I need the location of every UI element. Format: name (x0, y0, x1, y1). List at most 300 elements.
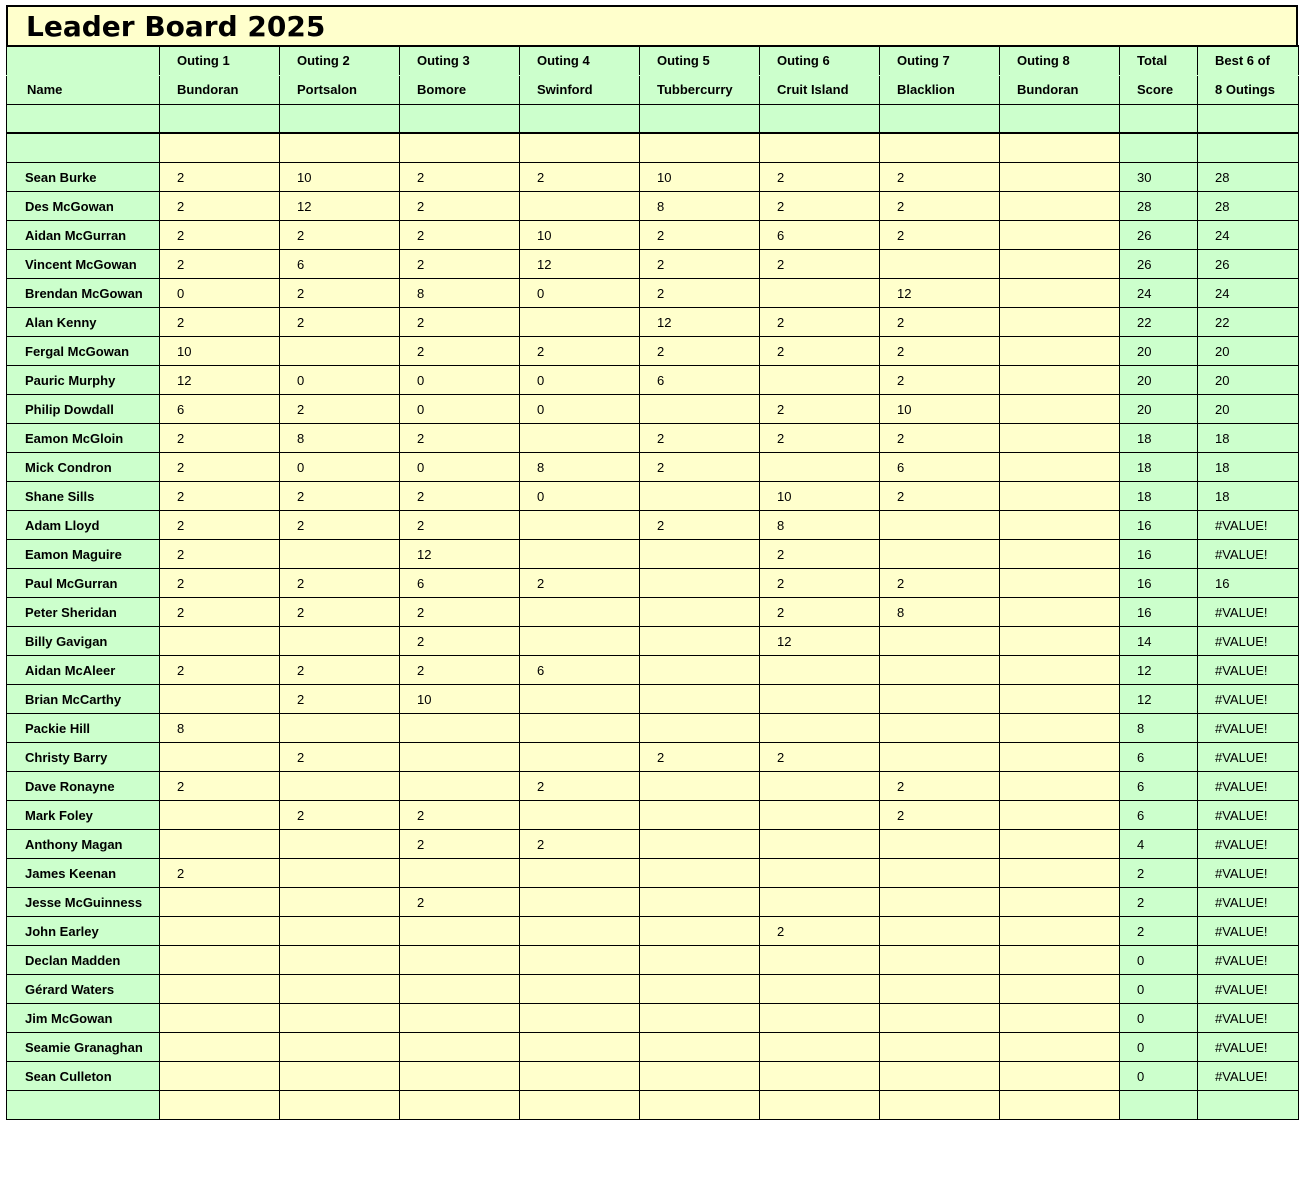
cell-best-6[interactable]: #VALUE! (1198, 916, 1299, 945)
cell-name[interactable]: Peter Sheridan (7, 597, 160, 626)
cell-outing-3[interactable]: 2 (400, 655, 520, 684)
cell-name[interactable] (7, 46, 160, 75)
cell-outing-3[interactable]: Outing 3 (400, 46, 520, 75)
cell-outing-7[interactable] (880, 655, 1000, 684)
cell-outing-1[interactable] (160, 742, 280, 771)
cell-outing-5[interactable] (640, 1003, 760, 1032)
cell-best-6[interactable] (1198, 133, 1299, 162)
cell-outing-4[interactable]: Outing 4 (520, 46, 640, 75)
cell-total-score[interactable]: 12 (1120, 684, 1198, 713)
cell-outing-3[interactable] (400, 916, 520, 945)
cell-outing-3[interactable]: 2 (400, 481, 520, 510)
cell-outing-7[interactable]: 2 (880, 307, 1000, 336)
cell-best-6[interactable]: 24 (1198, 220, 1299, 249)
cell-best-6[interactable]: 18 (1198, 452, 1299, 481)
cell-outing-1[interactable] (160, 916, 280, 945)
cell-outing-8[interactable] (1000, 133, 1120, 162)
cell-outing-4[interactable]: 2 (520, 829, 640, 858)
cell-outing-5[interactable]: 2 (640, 220, 760, 249)
cell-outing-6[interactable] (760, 713, 880, 742)
cell-total-score[interactable]: 2 (1120, 916, 1198, 945)
cell-outing-8[interactable] (1000, 162, 1120, 191)
cell-best-6[interactable] (1198, 1090, 1299, 1119)
cell-outing-8[interactable] (1000, 539, 1120, 568)
cell-outing-4[interactable]: 10 (520, 220, 640, 249)
cell-outing-3[interactable]: 2 (400, 249, 520, 278)
cell-outing-4[interactable] (520, 597, 640, 626)
cell-outing-4[interactable] (520, 1003, 640, 1032)
cell-outing-5[interactable] (640, 829, 760, 858)
cell-total-score[interactable]: 4 (1120, 829, 1198, 858)
cell-outing-8[interactable] (1000, 423, 1120, 452)
cell-outing-6[interactable]: 2 (760, 191, 880, 220)
cell-best-6[interactable]: 16 (1198, 568, 1299, 597)
cell-outing-3[interactable]: 2 (400, 191, 520, 220)
cell-best-6[interactable]: #VALUE! (1198, 626, 1299, 655)
cell-outing-6[interactable] (760, 858, 880, 887)
cell-outing-5[interactable] (640, 800, 760, 829)
cell-outing-3[interactable] (400, 974, 520, 1003)
cell-total-score[interactable]: 20 (1120, 394, 1198, 423)
cell-outing-6[interactable]: 12 (760, 626, 880, 655)
cell-outing-7[interactable] (880, 858, 1000, 887)
cell-outing-5[interactable]: 8 (640, 191, 760, 220)
cell-outing-8[interactable] (1000, 481, 1120, 510)
cell-outing-7[interactable] (880, 249, 1000, 278)
cell-name[interactable]: Sean Culleton (7, 1061, 160, 1090)
cell-name[interactable]: Packie Hill (7, 713, 160, 742)
cell-outing-7[interactable] (880, 974, 1000, 1003)
cell-outing-7[interactable] (880, 684, 1000, 713)
cell-outing-3[interactable] (400, 771, 520, 800)
cell-outing-4[interactable] (520, 945, 640, 974)
cell-outing-2[interactable]: 2 (280, 278, 400, 307)
cell-best-6[interactable]: 24 (1198, 278, 1299, 307)
cell-name[interactable]: Aidan McAleer (7, 655, 160, 684)
cell-outing-2[interactable] (280, 713, 400, 742)
cell-total-score[interactable]: 6 (1120, 742, 1198, 771)
cell-outing-1[interactable] (160, 104, 280, 133)
cell-outing-2[interactable]: 2 (280, 742, 400, 771)
cell-outing-1[interactable]: 0 (160, 278, 280, 307)
cell-outing-7[interactable] (880, 1090, 1000, 1119)
cell-outing-1[interactable]: 2 (160, 771, 280, 800)
cell-outing-8[interactable] (1000, 278, 1120, 307)
cell-outing-6[interactable]: 2 (760, 568, 880, 597)
cell-outing-6[interactable]: 2 (760, 162, 880, 191)
cell-outing-7[interactable]: 2 (880, 481, 1000, 510)
cell-outing-2[interactable] (280, 1090, 400, 1119)
cell-outing-1[interactable]: 2 (160, 858, 280, 887)
cell-outing-3[interactable]: 2 (400, 800, 520, 829)
cell-outing-3[interactable]: 10 (400, 684, 520, 713)
cell-outing-5[interactable] (640, 655, 760, 684)
cell-outing-8[interactable] (1000, 1090, 1120, 1119)
cell-name[interactable]: Sean Burke (7, 162, 160, 191)
cell-outing-7[interactable] (880, 1003, 1000, 1032)
cell-total-score[interactable]: 0 (1120, 1032, 1198, 1061)
cell-outing-2[interactable] (280, 916, 400, 945)
cell-outing-2[interactable]: 2 (280, 684, 400, 713)
cell-outing-6[interactable] (760, 800, 880, 829)
cell-outing-4[interactable] (520, 626, 640, 655)
cell-best-6[interactable]: #VALUE! (1198, 945, 1299, 974)
cell-outing-1[interactable]: 10 (160, 336, 280, 365)
cell-outing-7[interactable]: 2 (880, 423, 1000, 452)
cell-outing-1[interactable]: 2 (160, 220, 280, 249)
cell-outing-2[interactable]: 8 (280, 423, 400, 452)
cell-outing-3[interactable]: 2 (400, 829, 520, 858)
cell-name[interactable]: Christy Barry (7, 742, 160, 771)
cell-outing-3[interactable] (400, 713, 520, 742)
cell-outing-4[interactable] (520, 858, 640, 887)
cell-outing-7[interactable]: 6 (880, 452, 1000, 481)
cell-outing-1[interactable] (160, 1003, 280, 1032)
cell-outing-2[interactable]: 12 (280, 191, 400, 220)
cell-outing-6[interactable] (760, 1090, 880, 1119)
cell-outing-2[interactable] (280, 771, 400, 800)
cell-outing-6[interactable] (760, 133, 880, 162)
cell-name[interactable]: Seamie Granaghan (7, 1032, 160, 1061)
cell-name[interactable]: Eamon McGloin (7, 423, 160, 452)
cell-outing-8[interactable] (1000, 307, 1120, 336)
cell-outing-6[interactable]: Outing 6 (760, 46, 880, 75)
cell-outing-7[interactable] (880, 510, 1000, 539)
cell-outing-1[interactable]: 2 (160, 307, 280, 336)
cell-outing-5[interactable] (640, 626, 760, 655)
cell-outing-1[interactable] (160, 684, 280, 713)
cell-outing-3[interactable]: 2 (400, 597, 520, 626)
cell-best-6[interactable]: #VALUE! (1198, 1061, 1299, 1090)
cell-name[interactable]: Fergal McGowan (7, 336, 160, 365)
cell-outing-4[interactable] (520, 133, 640, 162)
cell-outing-4[interactable] (520, 307, 640, 336)
cell-name[interactable]: Brendan McGowan (7, 278, 160, 307)
cell-best-6[interactable]: 28 (1198, 191, 1299, 220)
cell-outing-3[interactable]: 6 (400, 568, 520, 597)
cell-outing-6[interactable]: 2 (760, 307, 880, 336)
cell-outing-3[interactable] (400, 858, 520, 887)
cell-outing-7[interactable]: 2 (880, 336, 1000, 365)
cell-outing-4[interactable]: Swinford (520, 75, 640, 104)
cell-outing-7[interactable] (880, 713, 1000, 742)
cell-outing-6[interactable]: 10 (760, 481, 880, 510)
cell-best-6[interactable]: #VALUE! (1198, 655, 1299, 684)
cell-outing-4[interactable] (520, 684, 640, 713)
cell-outing-2[interactable]: 2 (280, 568, 400, 597)
cell-outing-2[interactable]: 2 (280, 220, 400, 249)
cell-outing-1[interactable]: 2 (160, 191, 280, 220)
cell-outing-6[interactable] (760, 887, 880, 916)
cell-outing-2[interactable]: 2 (280, 481, 400, 510)
cell-outing-8[interactable] (1000, 1032, 1120, 1061)
cell-outing-1[interactable]: 2 (160, 568, 280, 597)
cell-outing-6[interactable]: 2 (760, 394, 880, 423)
cell-outing-6[interactable] (760, 1061, 880, 1090)
cell-outing-4[interactable]: 0 (520, 278, 640, 307)
cell-outing-1[interactable] (160, 626, 280, 655)
cell-name[interactable]: Anthony Magan (7, 829, 160, 858)
cell-outing-5[interactable]: 2 (640, 249, 760, 278)
cell-outing-1[interactable] (160, 887, 280, 916)
cell-name[interactable]: Paul McGurran (7, 568, 160, 597)
cell-best-6[interactable]: #VALUE! (1198, 742, 1299, 771)
cell-outing-3[interactable] (400, 1061, 520, 1090)
cell-name[interactable]: Eamon Maguire (7, 539, 160, 568)
cell-outing-2[interactable] (280, 1061, 400, 1090)
cell-total-score[interactable]: Score (1120, 75, 1198, 104)
cell-outing-8[interactable] (1000, 452, 1120, 481)
cell-outing-2[interactable] (280, 829, 400, 858)
cell-outing-1[interactable]: 8 (160, 713, 280, 742)
cell-outing-6[interactable] (760, 771, 880, 800)
cell-outing-1[interactable]: 2 (160, 539, 280, 568)
cell-outing-5[interactable]: 2 (640, 742, 760, 771)
cell-outing-6[interactable] (760, 1032, 880, 1061)
cell-outing-7[interactable]: 2 (880, 365, 1000, 394)
cell-outing-8[interactable] (1000, 104, 1120, 133)
cell-outing-8[interactable] (1000, 800, 1120, 829)
cell-outing-5[interactable]: 2 (640, 423, 760, 452)
cell-outing-6[interactable]: Cruit Island (760, 75, 880, 104)
cell-outing-3[interactable]: 2 (400, 510, 520, 539)
cell-outing-6[interactable] (760, 365, 880, 394)
cell-outing-7[interactable] (880, 104, 1000, 133)
cell-outing-7[interactable] (880, 916, 1000, 945)
cell-outing-6[interactable] (760, 452, 880, 481)
cell-best-6[interactable]: 28 (1198, 162, 1299, 191)
cell-best-6[interactable]: 18 (1198, 481, 1299, 510)
cell-outing-5[interactable]: 2 (640, 452, 760, 481)
cell-total-score[interactable]: 0 (1120, 1061, 1198, 1090)
cell-outing-8[interactable] (1000, 858, 1120, 887)
cell-outing-6[interactable] (760, 829, 880, 858)
cell-outing-2[interactable] (280, 858, 400, 887)
cell-name[interactable]: Jesse McGuinness (7, 887, 160, 916)
cell-outing-2[interactable] (280, 1032, 400, 1061)
cell-total-score[interactable]: 6 (1120, 800, 1198, 829)
cell-outing-8[interactable] (1000, 336, 1120, 365)
cell-best-6[interactable]: 20 (1198, 336, 1299, 365)
cell-name[interactable]: Shane Sills (7, 481, 160, 510)
cell-total-score[interactable]: 6 (1120, 771, 1198, 800)
cell-outing-3[interactable]: Bomore (400, 75, 520, 104)
cell-best-6[interactable]: #VALUE! (1198, 974, 1299, 1003)
cell-outing-6[interactable] (760, 278, 880, 307)
cell-name[interactable]: John Earley (7, 916, 160, 945)
cell-best-6[interactable]: #VALUE! (1198, 713, 1299, 742)
cell-name[interactable]: Pauric Murphy (7, 365, 160, 394)
cell-name[interactable]: Brian McCarthy (7, 684, 160, 713)
cell-outing-7[interactable] (880, 945, 1000, 974)
cell-outing-4[interactable]: 0 (520, 365, 640, 394)
cell-outing-7[interactable] (880, 626, 1000, 655)
cell-outing-4[interactable] (520, 423, 640, 452)
cell-outing-4[interactable]: 0 (520, 481, 640, 510)
cell-outing-4[interactable] (520, 539, 640, 568)
cell-outing-8[interactable] (1000, 191, 1120, 220)
cell-outing-1[interactable]: 2 (160, 655, 280, 684)
cell-best-6[interactable]: 20 (1198, 365, 1299, 394)
cell-outing-5[interactable]: 2 (640, 336, 760, 365)
cell-outing-1[interactable] (160, 1032, 280, 1061)
cell-outing-4[interactable] (520, 104, 640, 133)
cell-total-score[interactable] (1120, 1090, 1198, 1119)
cell-outing-4[interactable] (520, 1090, 640, 1119)
cell-total-score[interactable]: 28 (1120, 191, 1198, 220)
cell-name[interactable]: Gérard Waters (7, 974, 160, 1003)
cell-best-6[interactable]: Best 6 of (1198, 46, 1299, 75)
cell-outing-1[interactable] (160, 1090, 280, 1119)
cell-outing-7[interactable]: 2 (880, 220, 1000, 249)
cell-total-score[interactable] (1120, 104, 1198, 133)
cell-name[interactable]: Mick Condron (7, 452, 160, 481)
cell-outing-1[interactable]: 2 (160, 597, 280, 626)
cell-outing-4[interactable]: 6 (520, 655, 640, 684)
cell-outing-1[interactable]: 6 (160, 394, 280, 423)
cell-name[interactable] (7, 104, 160, 133)
cell-outing-2[interactable]: 0 (280, 452, 400, 481)
cell-total-score[interactable]: 16 (1120, 539, 1198, 568)
cell-outing-3[interactable] (400, 1032, 520, 1061)
cell-outing-8[interactable] (1000, 249, 1120, 278)
cell-outing-4[interactable]: 12 (520, 249, 640, 278)
cell-outing-2[interactable]: 10 (280, 162, 400, 191)
cell-outing-3[interactable]: 2 (400, 626, 520, 655)
cell-outing-5[interactable] (640, 945, 760, 974)
cell-outing-1[interactable] (160, 800, 280, 829)
cell-total-score[interactable]: 2 (1120, 858, 1198, 887)
cell-outing-2[interactable] (280, 539, 400, 568)
cell-outing-8[interactable] (1000, 684, 1120, 713)
cell-outing-2[interactable]: 2 (280, 800, 400, 829)
cell-outing-4[interactable]: 8 (520, 452, 640, 481)
cell-outing-8[interactable] (1000, 829, 1120, 858)
cell-outing-7[interactable]: 8 (880, 597, 1000, 626)
cell-outing-8[interactable] (1000, 597, 1120, 626)
cell-outing-2[interactable]: Portsalon (280, 75, 400, 104)
cell-outing-6[interactable] (760, 974, 880, 1003)
cell-best-6[interactable]: 20 (1198, 394, 1299, 423)
cell-outing-7[interactable]: 2 (880, 800, 1000, 829)
cell-outing-5[interactable] (640, 597, 760, 626)
cell-outing-4[interactable] (520, 974, 640, 1003)
cell-total-score[interactable]: 14 (1120, 626, 1198, 655)
cell-outing-3[interactable]: 2 (400, 423, 520, 452)
cell-outing-8[interactable] (1000, 394, 1120, 423)
cell-outing-2[interactable]: 2 (280, 510, 400, 539)
cell-outing-3[interactable]: 2 (400, 336, 520, 365)
cell-outing-3[interactable] (400, 945, 520, 974)
cell-outing-1[interactable]: Outing 1 (160, 46, 280, 75)
cell-best-6[interactable]: #VALUE! (1198, 539, 1299, 568)
cell-name[interactable]: Dave Ronayne (7, 771, 160, 800)
cell-outing-2[interactable] (280, 887, 400, 916)
cell-outing-3[interactable] (400, 133, 520, 162)
cell-outing-6[interactable]: 2 (760, 742, 880, 771)
cell-name[interactable]: Aidan McGurran (7, 220, 160, 249)
cell-outing-7[interactable]: 10 (880, 394, 1000, 423)
cell-outing-2[interactable]: 2 (280, 655, 400, 684)
cell-outing-8[interactable] (1000, 220, 1120, 249)
cell-outing-5[interactable]: 6 (640, 365, 760, 394)
cell-total-score[interactable]: 30 (1120, 162, 1198, 191)
cell-outing-1[interactable]: 2 (160, 423, 280, 452)
cell-total-score[interactable]: 20 (1120, 336, 1198, 365)
cell-outing-5[interactable] (640, 394, 760, 423)
cell-outing-4[interactable] (520, 191, 640, 220)
cell-outing-7[interactable] (880, 887, 1000, 916)
cell-outing-1[interactable]: 12 (160, 365, 280, 394)
cell-name[interactable]: Des McGowan (7, 191, 160, 220)
cell-best-6[interactable]: 8 Outings (1198, 75, 1299, 104)
cell-total-score[interactable]: 12 (1120, 655, 1198, 684)
cell-outing-5[interactable]: 12 (640, 307, 760, 336)
cell-outing-5[interactable] (640, 568, 760, 597)
cell-best-6[interactable]: #VALUE! (1198, 887, 1299, 916)
cell-outing-7[interactable] (880, 742, 1000, 771)
cell-outing-4[interactable] (520, 1032, 640, 1061)
cell-outing-5[interactable] (640, 1090, 760, 1119)
cell-outing-6[interactable] (760, 104, 880, 133)
cell-total-score[interactable] (1120, 133, 1198, 162)
cell-outing-4[interactable]: 2 (520, 162, 640, 191)
cell-outing-3[interactable]: 2 (400, 220, 520, 249)
cell-best-6[interactable]: #VALUE! (1198, 858, 1299, 887)
cell-outing-8[interactable] (1000, 626, 1120, 655)
cell-best-6[interactable]: #VALUE! (1198, 1032, 1299, 1061)
cell-outing-3[interactable]: 0 (400, 452, 520, 481)
cell-name[interactable]: Adam Lloyd (7, 510, 160, 539)
cell-total-score[interactable]: 0 (1120, 1003, 1198, 1032)
cell-best-6[interactable]: #VALUE! (1198, 597, 1299, 626)
cell-total-score[interactable]: 18 (1120, 452, 1198, 481)
cell-outing-6[interactable]: 2 (760, 249, 880, 278)
cell-outing-1[interactable] (160, 945, 280, 974)
cell-outing-5[interactable]: 10 (640, 162, 760, 191)
cell-outing-7[interactable] (880, 1032, 1000, 1061)
cell-outing-3[interactable]: 12 (400, 539, 520, 568)
cell-outing-4[interactable] (520, 742, 640, 771)
cell-best-6[interactable]: #VALUE! (1198, 800, 1299, 829)
cell-outing-7[interactable] (880, 829, 1000, 858)
cell-best-6[interactable]: 18 (1198, 423, 1299, 452)
cell-outing-5[interactable]: Tubbercurry (640, 75, 760, 104)
cell-best-6[interactable]: #VALUE! (1198, 510, 1299, 539)
cell-total-score[interactable]: 26 (1120, 220, 1198, 249)
cell-outing-1[interactable]: 2 (160, 481, 280, 510)
cell-outing-3[interactable]: 2 (400, 307, 520, 336)
cell-total-score[interactable]: Total (1120, 46, 1198, 75)
cell-outing-8[interactable]: Outing 8 (1000, 46, 1120, 75)
cell-outing-5[interactable] (640, 481, 760, 510)
cell-name[interactable] (7, 1090, 160, 1119)
cell-outing-1[interactable]: 2 (160, 452, 280, 481)
cell-outing-4[interactable] (520, 510, 640, 539)
cell-total-score[interactable]: 24 (1120, 278, 1198, 307)
cell-outing-5[interactable] (640, 539, 760, 568)
cell-best-6[interactable]: 26 (1198, 249, 1299, 278)
cell-outing-5[interactable] (640, 133, 760, 162)
cell-outing-8[interactable] (1000, 945, 1120, 974)
cell-outing-7[interactable] (880, 1061, 1000, 1090)
cell-outing-6[interactable] (760, 1003, 880, 1032)
cell-outing-1[interactable]: 2 (160, 249, 280, 278)
cell-outing-4[interactable] (520, 887, 640, 916)
cell-name[interactable]: Alan Kenny (7, 307, 160, 336)
cell-outing-5[interactable] (640, 713, 760, 742)
cell-outing-4[interactable] (520, 713, 640, 742)
